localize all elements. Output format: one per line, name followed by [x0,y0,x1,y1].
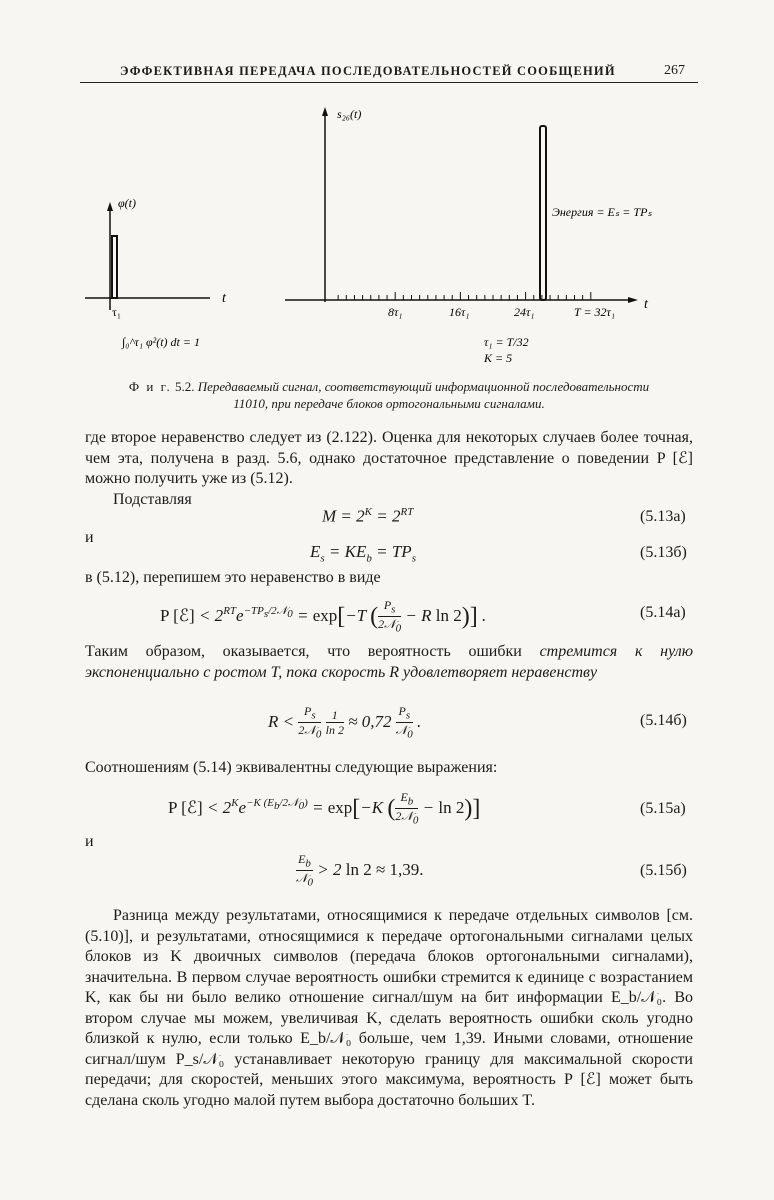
s26-label: s₂₆(t) [337,107,362,121]
equation-5-15a: P [ℰ] < $2^Ke^{-K (E_b/2𝒩_0)} = \exp[-K$ ( $\frac{E_b}{2𝒩_0}$ − ln 2)] [168,790,481,827]
caption-label: Ф и г. [128,379,172,394]
eq-number-5-15b: (5.15б) [640,862,687,879]
s26-pulse [540,126,546,300]
paragraph-4 [85,642,693,683]
phi-pulse [112,236,117,298]
equation-5-13b: $E_s = KE_b = TP_s$ [310,542,416,565]
equation-5-14a: P [ℰ] < $2^{RT}e^{-TP_s/2𝒩_0} = \exp[-T$ ( $\frac{P_s}{2𝒩_0}$ − R ln 2)] . [160,598,487,635]
eq-number-5-14a: (5.14а) [640,604,686,621]
paragraph-4-a: Таким образом, оказывается, что вероятность ошибки [85,643,522,660]
paragraph-1: где второе неравенство следует из (2.122). Оценка для некоторых случаев более точная, чем эта, получена в разд. 5.6, однако достаточное представление о поведении P [ℰ] можно получить уже из (5.12). [85,429,693,487]
tick-label-24: 24τ₁ [514,305,535,319]
equation-5-14b: R < $\frac{P_s}{2𝒩_0}$ $\frac{1}{\ln 2}$ ≈ 0,72 $\frac{P_s}{𝒩_0}$ . [268,704,422,741]
left-y-arrow [107,202,113,211]
equation-5-13a: $M = 2^K = 2^{RT}$ [322,506,414,526]
tick-label-16: 16τ₁ [449,305,470,319]
k-note: K = 5 [484,351,513,365]
eq-number-5-14b: (5.14б) [640,712,687,729]
phi-label: φ(t) [118,196,136,210]
running-title: ЭФФЕКТИВНАЯ ПЕРЕДАЧА ПОСЛЕДОВАТЕЛЬНОСТЕЙ СООБЩЕНИЙ [120,64,616,78]
right-plot [285,107,652,365]
caption-text: Передаваемый сигнал, соответствующий информационной последовательности [197,379,650,394]
paragraph-3: в (5.12), перепишем это неравенство в виде [85,569,381,586]
paragraph-5: Соотношениям (5.14) эквивалентны следующие выражения: [85,759,498,776]
eq-number-5-13b: (5.13б) [640,544,687,561]
paragraph-4-b: стремится к нулю экспоненциально с ростом T, пока скорость R удовлетворяет неравенству [85,643,694,681]
left-t-label: t [222,291,226,306]
figure-5-2 [0,90,774,375]
and-1: и [85,529,94,546]
energy-label: Энергия = Eₛ = TPₛ [552,205,652,219]
integral-formula: ∫₀^τ₁ φ²(t) dt = 1 [122,335,200,349]
eq-number-5-13a: (5.13а) [640,508,686,525]
page-number: 267 [664,63,685,78]
tau-note: τ₁ = T/32 [484,335,529,349]
right-x-arrow [628,297,638,303]
left-tau-label: τ₁ [112,305,122,319]
tick-label-8: 8τ₁ [388,305,403,319]
right-y-arrow [322,107,328,116]
tick-marks [338,292,591,300]
equation-5-15b: $\frac{E_b}{𝒩_0}$ > 2 ln 2 ≈ 1,39. [296,852,424,889]
tick-label-32: T = 32τ₁ [574,305,616,319]
caption-number: 5.2. [174,379,195,394]
paragraph-2: Подставляя [113,491,192,508]
caption-text-2: 11010, при передаче блоков ортогональными сигналами. [233,396,545,411]
right-t-label: t [644,297,648,312]
paragraph-6: Разница между результатами, относящимися к передаче отдельных символов [см. (5.10)], и результатами, относящимися к передаче ортогональными сигналами целых блоков из K двоичных символов (передача блоков ортогональными сигналами), значительна. В первом случае вероятность ошибки стремится к единице с возрастанием K, как бы ни было велико отношение сигнал/шум на бит информации E_b/𝒩₀. Во втором случае мы можем, увеличивая K, сделать вероятность ошибки сколь угодно близкой к нулю, если только E_b/𝒩₀ больше, чем 1,39. Иными словами, отношение сигнал/шум P_s/𝒩₀ устанавливает некоторую границу для максимальной скорости передачи; для скоростей, меньших этого максимума, вероятность P [ℰ] может быть сделана сколь угодно малой путем выбора достаточно больших T. [85,907,693,1109]
header-rule [80,82,698,83]
and-2: и [85,833,94,850]
left-plot [85,196,227,349]
eq-number-5-15a: (5.15а) [640,800,686,817]
figure-caption [78,378,700,412]
